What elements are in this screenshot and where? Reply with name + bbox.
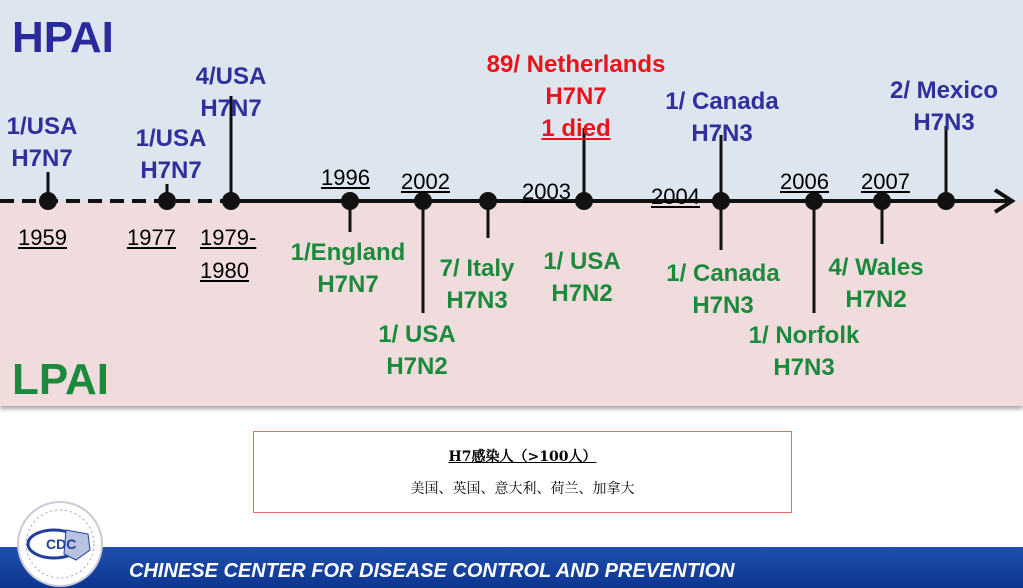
- event-count: 1/USA: [135, 125, 207, 152]
- lpai-event-2003: [543, 246, 620, 310]
- event-count: 1/ USA: [543, 248, 621, 275]
- event-count: 1/ Canada: [665, 88, 779, 115]
- event-subtype: H7N7: [317, 271, 379, 298]
- logo-text: CDC: [46, 536, 77, 552]
- event-count: 1/ Canada: [666, 260, 780, 287]
- event-count: 1/USA: [6, 113, 78, 140]
- event-subtype: H7N3: [446, 287, 508, 314]
- event-dot: [341, 192, 359, 210]
- year-label-2007: 2007: [861, 169, 910, 194]
- lpai-event-2006: [749, 320, 860, 384]
- event-count: 1/ Norfolk: [748, 322, 860, 349]
- event-dot: [222, 192, 240, 210]
- hpai-event-2004: [665, 86, 778, 150]
- lpai-event-2007: [828, 252, 923, 316]
- event-count: 7/ Italy: [439, 255, 515, 282]
- hpai-event-1959: [7, 111, 78, 175]
- event-subtype: H7N2: [845, 286, 907, 313]
- lpai-event-2002b: [440, 253, 515, 317]
- event-subtype: H7N3: [691, 120, 753, 147]
- human-infection-title: H7感染人（>100人）: [448, 449, 597, 465]
- event-dot: [937, 192, 955, 210]
- event-deaths: 1 died: [541, 115, 611, 142]
- event-subtype: H7N7: [140, 157, 202, 184]
- year-label-2004: 2004: [651, 184, 700, 209]
- event-subtype: H7N2: [551, 280, 613, 307]
- event-subtype: H7N7: [11, 145, 73, 172]
- footer-org-name: CHINESE CENTER FOR DISEASE CONTROL AND PREVENTION: [129, 560, 735, 582]
- event-dot: [158, 192, 176, 210]
- event-dot: [479, 192, 497, 210]
- hpai-event-2003: [487, 49, 666, 145]
- cdc-logo-icon: [4, 500, 116, 588]
- event-count: 2/ Mexico: [889, 77, 999, 104]
- year-label-1996: 1996: [321, 165, 370, 190]
- event-dot: [575, 192, 593, 210]
- year-label-2006: 2006: [780, 169, 829, 194]
- event-subtype: H7N2: [386, 353, 448, 380]
- event-subtype: H7N3: [913, 109, 975, 136]
- lpai-event-1996: [291, 237, 406, 301]
- event-subtype: H7N7: [200, 95, 262, 122]
- event-count: 1/ USA: [378, 321, 456, 348]
- event-dot: [39, 192, 57, 210]
- year-label-2003: 2003: [522, 179, 571, 204]
- event-dot: [712, 192, 730, 210]
- year-label-2002: 2002: [401, 169, 450, 194]
- hpai-event-2007: [890, 75, 998, 139]
- hpai-event-1979: [196, 61, 267, 125]
- human-infection-box: [253, 431, 792, 513]
- lpai-title: LPAI: [12, 355, 109, 404]
- event-subtype: H7N7: [545, 83, 607, 110]
- event-count: 89/ Netherlands: [486, 51, 666, 78]
- lpai-event-2004: [666, 258, 779, 322]
- year-label-1979: 1979-: [200, 225, 257, 250]
- event-subtype: H7N3: [773, 354, 835, 381]
- year-label-1977: 1977: [127, 225, 176, 250]
- lpai-event-2002a: [378, 319, 455, 383]
- event-subtype: H7N3: [692, 292, 754, 319]
- event-count: 4/ Wales: [828, 254, 924, 281]
- event-count: 4/USA: [195, 63, 267, 90]
- event-count: 1/England: [290, 239, 406, 266]
- hpai-title: HPAI: [12, 13, 114, 62]
- year-label-1980: 1980: [200, 258, 249, 283]
- human-infection-countries: 美国、英国、意大利、荷兰、加拿大: [410, 481, 635, 497]
- hpai-event-1977: [136, 123, 207, 187]
- year-label-1959: 1959: [18, 225, 67, 250]
